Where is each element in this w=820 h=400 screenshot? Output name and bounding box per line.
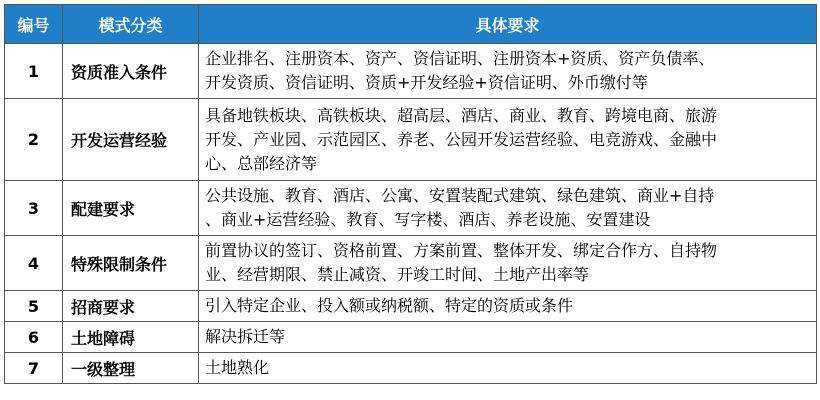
- row-category: 招商要求: [63, 291, 199, 322]
- header-number: 编号: [5, 5, 63, 44]
- requirement-line: 公共设施、教育、酒店、公寓、安置装配式建筑、绿色建筑、商业+自持: [205, 186, 715, 205]
- row-requirements: [199, 322, 817, 353]
- requirement-line: 业、经营期限、禁止减资、开竣工时间、土地产出率等: [205, 265, 590, 284]
- table-row: [5, 44, 817, 99]
- row-category: 开发运营经验: [63, 99, 199, 181]
- row-category: 特殊限制条件: [63, 236, 199, 291]
- row-requirements: [199, 353, 817, 384]
- row-requirements: [199, 236, 817, 291]
- row-number: 3: [5, 181, 63, 236]
- row-category: 土地障碍: [63, 322, 199, 353]
- row-number: 5: [5, 291, 63, 322]
- row-requirements: [199, 181, 817, 236]
- table-row: [5, 353, 817, 384]
- row-category: 一级整理: [63, 353, 199, 384]
- row-number: 7: [5, 353, 63, 384]
- requirement-line: 引入特定企业、投入额或纳税额、特定的资质或条件: [205, 296, 574, 315]
- header-category: 模式分类: [63, 5, 199, 44]
- row-category: 资质准入条件: [63, 44, 199, 99]
- row-number: 6: [5, 322, 63, 353]
- row-number: 2: [5, 99, 63, 181]
- requirement-line: 、商业+运营经验、教育、写字楼、酒店、养老设施、安置建设: [205, 210, 651, 229]
- requirements-table: [4, 4, 817, 384]
- requirement-line: 开发、产业园、示范园区、养老、公园开发运营经验、电竞游戏、金融中: [205, 129, 718, 149]
- requirement-line: 土地熟化: [205, 358, 270, 377]
- header-row: [5, 5, 817, 44]
- requirement-line: 前置协议的签订、资格前置、方案前置、整体开发、绑定合作方、自持物: [205, 241, 718, 260]
- requirement-line: 解决拆迁等: [205, 327, 286, 346]
- row-number: 4: [5, 236, 63, 291]
- table-row: [5, 322, 817, 353]
- table-row: [5, 236, 817, 291]
- requirement-line: 开发资质、资信证明、资质+开发经验+资信证明、外币缴付等: [205, 73, 648, 92]
- table-row: [5, 181, 817, 236]
- requirement-line: 心、总部经济等: [205, 153, 318, 173]
- requirement-line: 具备地铁板块、高铁板块、超高层、酒店、商业、教育、跨境电商、旅游: [205, 105, 718, 125]
- table-row: [5, 291, 817, 322]
- row-requirements: [199, 291, 817, 322]
- header-requirements: 具体要求: [199, 5, 817, 44]
- requirement-line: 企业排名、注册资本、资产、资信证明、注册资本+资质、资产负债率、: [205, 49, 715, 68]
- table-row: [5, 99, 817, 181]
- row-category: 配建要求: [63, 181, 199, 236]
- row-requirements: [199, 99, 817, 181]
- row-number: 1: [5, 44, 63, 99]
- row-requirements: [199, 44, 817, 99]
